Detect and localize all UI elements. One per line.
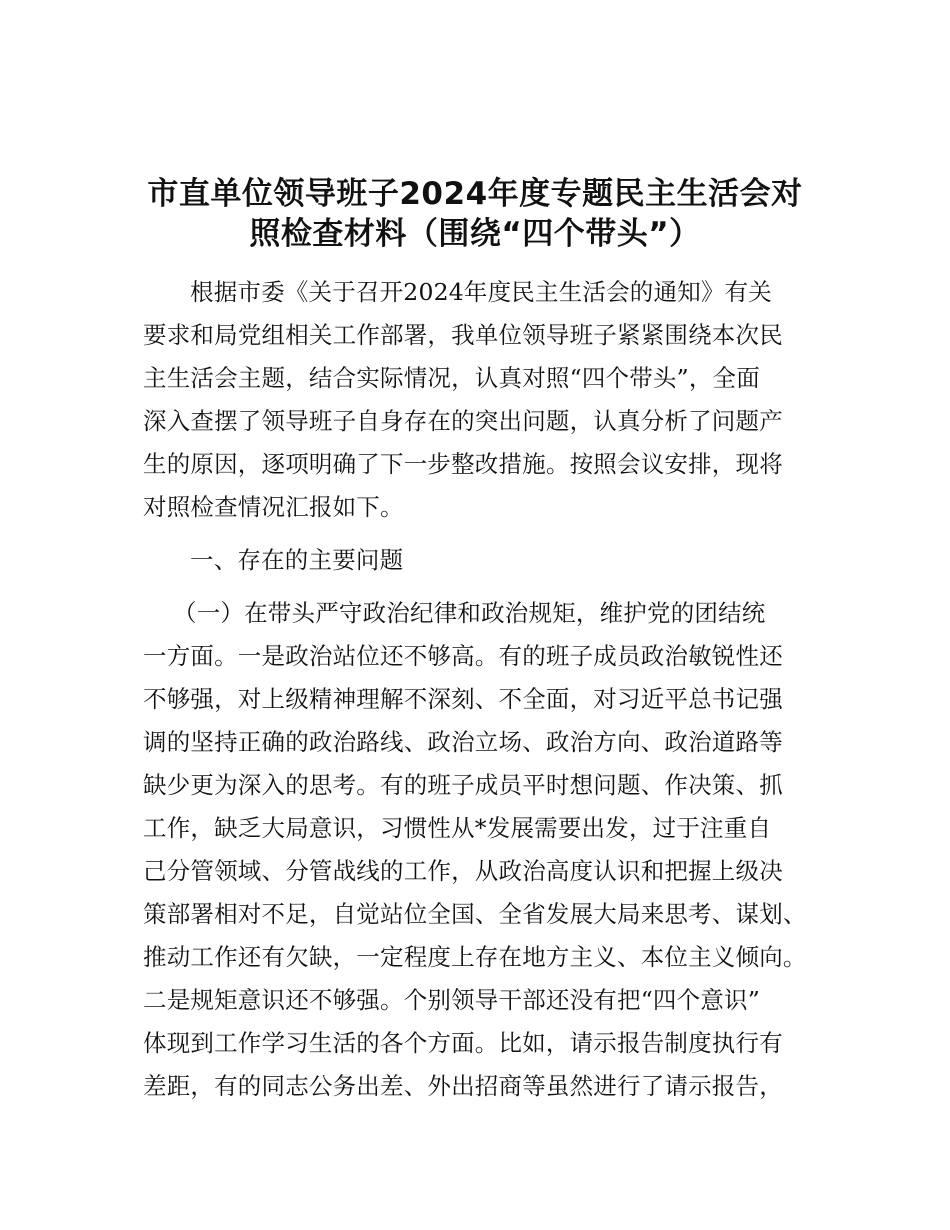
body-line-19: 差距，有的同志公务出差、外出招商等虽然进行了请示报告， [143, 1072, 783, 1100]
body-line-5: 生的原因，逐项明确了下一步整改措施。按照会议安排，现将 [143, 450, 783, 478]
body-line-9: 一方面。一是政治站位还不够高。有的班子成员政治敏锐性还 [143, 642, 783, 670]
body-line-8: （一）在带头严守政治纪律和政治规矩，维护党的团结统 [173, 599, 766, 627]
body-line-13: 工作，缺乏大局意识，习惯性从*发展需要出发，过于注重自 [143, 814, 772, 842]
body-line-2: 要求和局党组相关工作部署，我单位领导班子紧紧围绕本次民 [143, 321, 783, 349]
body-line-11: 调的坚持正确的政治路线、政治立场、政治方向、政治道路等 [143, 728, 783, 756]
body-line-10: 不够强，对上级精神理解不深刻、不全面，对习近平总书记强 [143, 685, 783, 713]
body-line-3: 主生活会主题，结合实际情况，认真对照“四个带头”，全面 [143, 364, 760, 392]
body-line-18: 体现到工作学习生活的各个方面。比如，请示报告制度执行有 [143, 1029, 783, 1057]
body-line-6: 对照检查情况汇报如下。 [143, 493, 404, 521]
body-line-1: 根据市委《关于召开2024年度民主生活会的通知》有关 [190, 278, 773, 306]
section-heading-1: 一、存在的主要问题 [190, 546, 404, 574]
body-line-16: 推动工作还有欠缺，一定程度上存在地方主义、本位主义倾向。 [143, 943, 807, 971]
document-title-line-1: 市直单位领导班子2024年度专题民主生活会对 [147, 176, 803, 212]
document-title-line-2: 照检查材料（围绕“四个带头”） [249, 216, 701, 252]
body-line-14: 己分管领域、分管战线的工作，从政治高度认识和把握上级决 [143, 857, 783, 885]
body-line-4: 深入查摆了领导班子自身存在的突出问题，认真分析了问题产 [143, 407, 783, 435]
body-line-15: 策部署相对不足，自觉站位全国、全省发展大局来思考、谋划、 [143, 900, 807, 928]
body-line-17: 二是规矩意识还不够强。个别领导干部还没有把“四个意识” [143, 986, 760, 1014]
body-line-12: 缺少更为深入的思考。有的班子成员平时想问题、作决策、抓 [143, 771, 783, 799]
